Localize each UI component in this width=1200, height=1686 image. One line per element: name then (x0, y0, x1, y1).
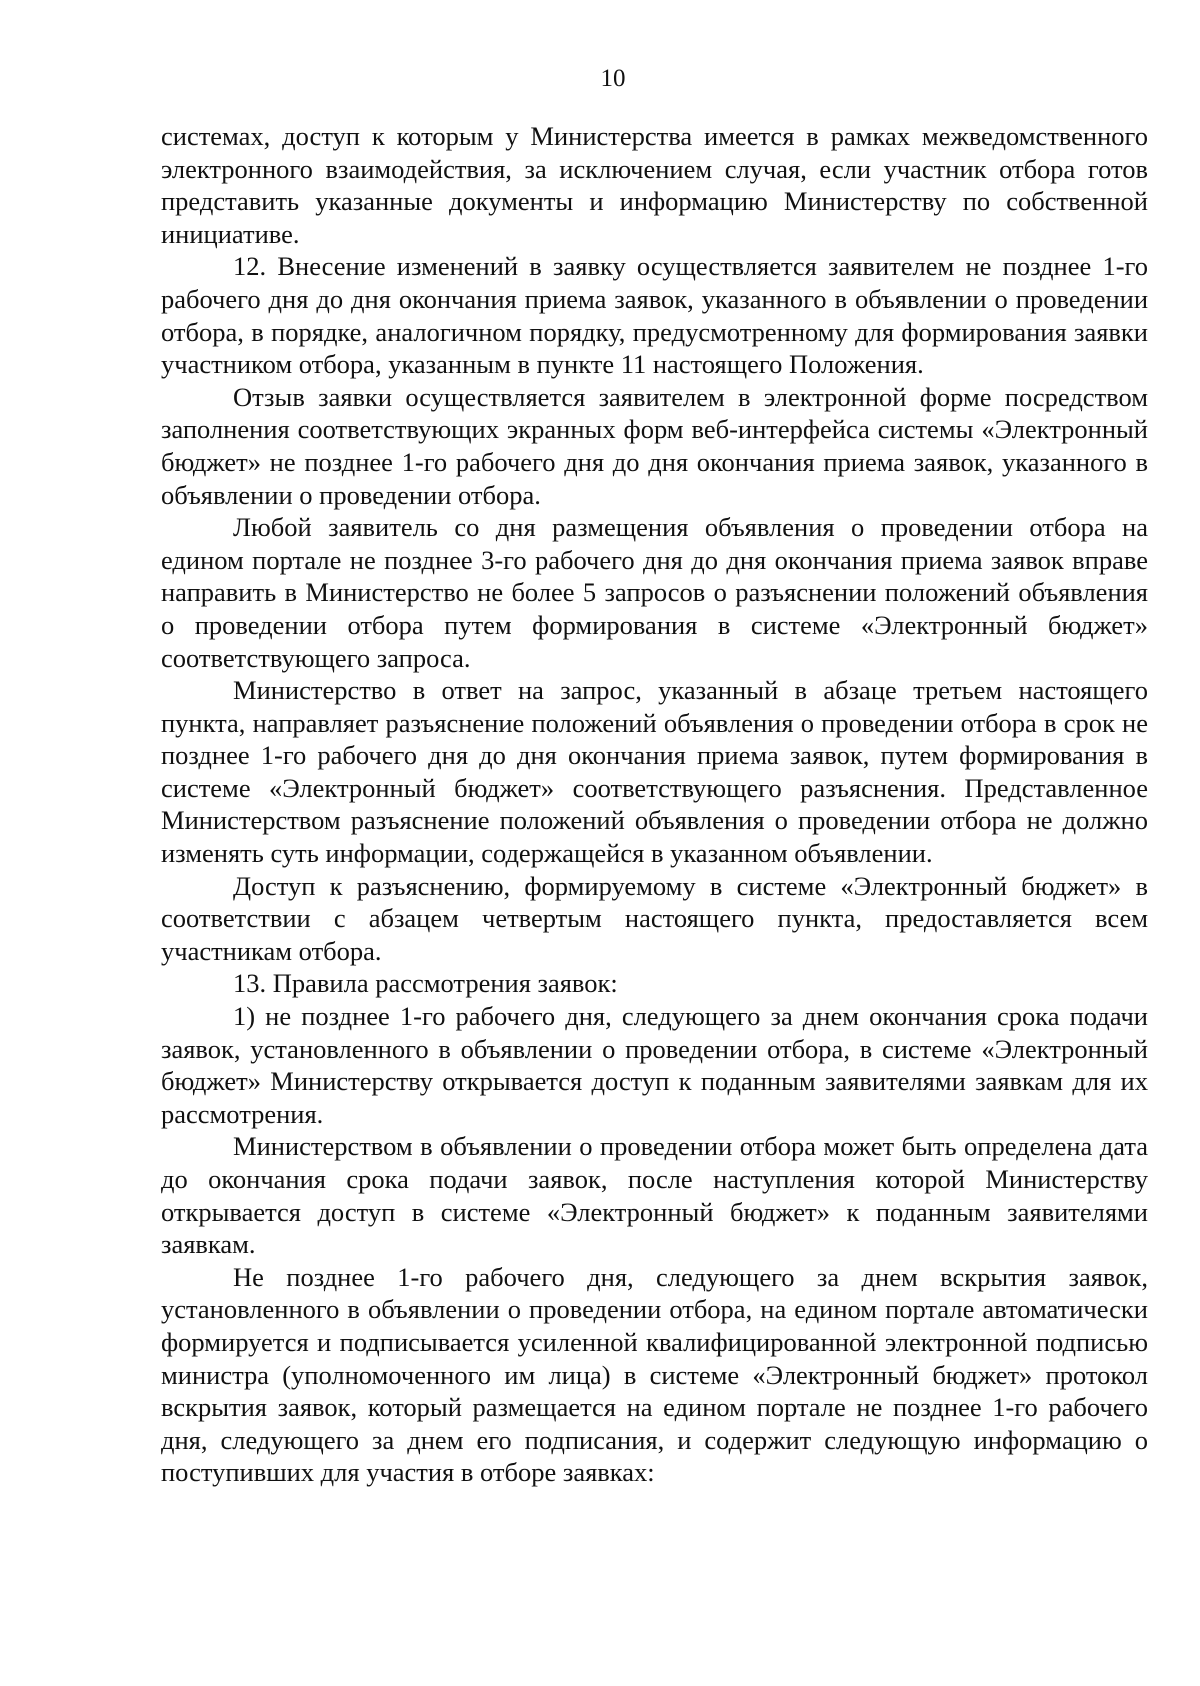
paragraph-withdrawal: Отзыв заявки осуществляется заявителем в электронной форме посредством заполнения соответствующих экранных форм веб-интерфейса системы «Электронный бюджет» не позднее 1-го рабочего дня до дня окончания приема заявок, указанного в объявлении о проведении отбора. (161, 381, 1148, 510)
paragraph-subitem-1: 1) не позднее 1-го рабочего дня, следующего за днем окончания срока подачи заявок, установленного в объявлении о проведении отбора, в системе «Электронный бюджет» Министерству открывается доступ к поданным заявителями заявкам для их рассмотрения. (161, 1001, 1148, 1129)
paragraph-access-date: Министерством в объявлении о проведении отбора может быть определена дата до окончания срока подачи заявок, после наступления которой Министерству открывается доступ в системе «Электронный бюджет» к поданным заявителями заявкам. (161, 1131, 1148, 1260)
paragraph-continuation: системах, доступ к которым у Министерства имеется в рамках межведомственного электронного взаимодействия, за исключением случая, если участник отбора готов представить указанные документы и информацию Министерству по собственной инициативе. (161, 121, 1148, 249)
paragraph-item-13: 13. Правила рассмотрения заявок: (233, 968, 618, 999)
paragraph-clarification-access: Доступ к разъяснению, формируемому в системе «Электронный бюджет» в соответствии с абзацем четвертым настоящего пункта, предоставляется всем участникам отбора. (161, 870, 1148, 966)
paragraph-clarification-request: Любой заявитель со дня размещения объявления о проведении отбора на едином портале не позднее 3-го рабочего дня до дня окончания приема заявок вправе направить в Министерство не более 5 запросов о разъяснении положений объявления о проведении отбора путем формирования в системе «Электронный бюджет» соответствующего запроса. (161, 512, 1148, 673)
page-number: 10 (600, 65, 626, 92)
paragraph-opening-protocol: Не позднее 1-го рабочего дня, следующего за днем вскрытия заявок, установленного в объявлении о проведении отбора, на едином портале автоматически формируется и подписывается усиленной квалифицированной электронной подписью министра (уполномоченного им лица) в системе «Электронный бюджет» протокол вскрытия заявок, который размещается на едином портале не позднее 1-го рабочего дня, следующего за днем его подписания, и содержит следующую информацию о поступивших для участия в отборе заявках: (161, 1261, 1148, 1488)
document-body (161, 120, 1148, 1489)
paragraph-ministry-response: Министерство в ответ на запрос, указанный в абзаце третьем настоящего пункта, направляет разъяснение положений объявления о проведении отбора в срок не позднее 1-го рабочего дня до дня окончания приема заявок, путем формирования в системе «Электронный бюджет» соответствующего разъяснения. Представленное Министерством разъяснение положений объявления о проведении отбора не должно изменять суть информации, содержащейся в указанном объявлении. (161, 675, 1148, 869)
paragraph-item-12: 12. Внесение изменений в заявку осуществляется заявителем не позднее 1-го рабочего дня до дня окончания приема заявок, указанного в объявлении о проведении отбора, в порядке, аналогичном порядку, предусмотренному для формирования заявки участником отбора, указанным в пункте 11 настоящего Положения. (161, 251, 1148, 380)
